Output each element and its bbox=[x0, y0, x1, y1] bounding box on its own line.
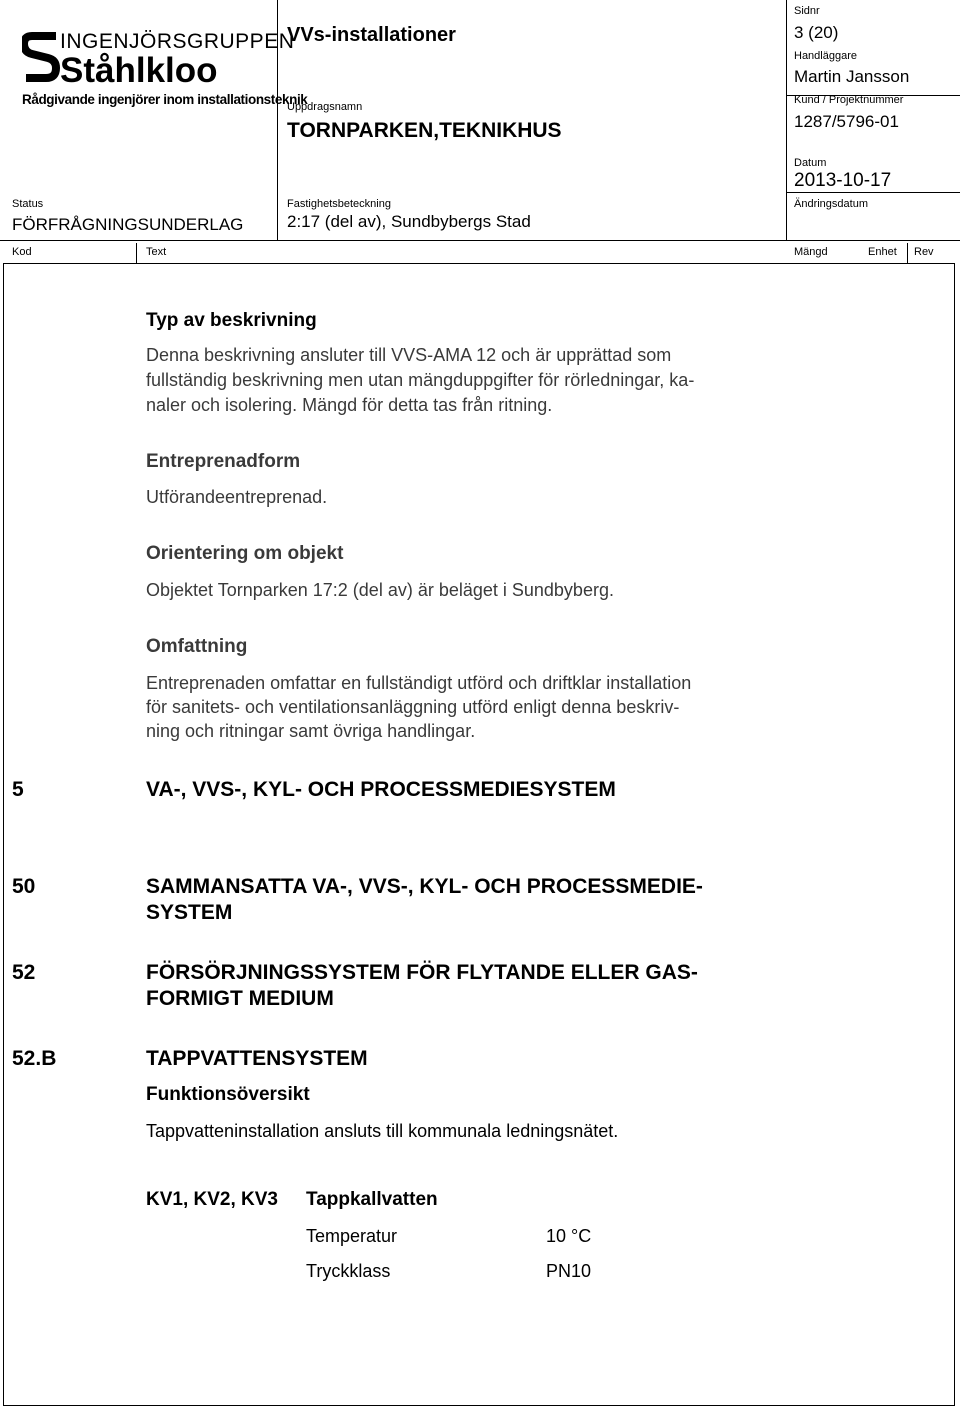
orientering-heading: Orientering om objekt bbox=[146, 543, 344, 564]
body-frame bbox=[3, 263, 955, 1406]
col-enhet: Enhet bbox=[868, 246, 897, 258]
col-divider-kod bbox=[136, 243, 137, 263]
logo-tagline: Rådgivande ingenjörer inom installationsteknik bbox=[22, 92, 308, 107]
omfattning-heading: Omfattning bbox=[146, 636, 248, 657]
typ-line-3: naler och isolering. Mängd för detta tas från ritning. bbox=[146, 395, 553, 415]
datum-value: 2013-10-17 bbox=[794, 170, 892, 191]
property-tryckklass-value: PN10 bbox=[546, 1261, 592, 1281]
status-value: FÖRFRÅGNINGSUNDERLAG bbox=[12, 215, 244, 234]
kund-label: Kund / Projektnummer bbox=[794, 94, 904, 106]
typ-line-1: Denna beskrivning ansluter till VVS-AMA 12 och är upprättad som bbox=[146, 345, 672, 365]
handlaggare-value: Martin Jansson bbox=[794, 67, 910, 86]
section-5-code: 5 bbox=[12, 778, 24, 801]
status-label: Status bbox=[12, 198, 44, 210]
typ-heading: Typ av beskrivning bbox=[146, 310, 317, 331]
handlaggare-label: Handläggare bbox=[794, 50, 857, 62]
kund-value: 1287/5796-01 bbox=[794, 112, 899, 131]
entreprenadform-heading: Entreprenadform bbox=[146, 451, 301, 472]
col-kod: Kod bbox=[12, 246, 32, 258]
col-text: Text bbox=[146, 246, 167, 258]
property-temperatur-label: Temperatur bbox=[306, 1226, 398, 1246]
section-50-title-1: SAMMANSATTA VA-, VVS-, KYL- OCH PROCESSMEDIE- bbox=[146, 875, 703, 898]
section-52b-title: TAPPVATTENSYSTEM bbox=[146, 1047, 368, 1070]
omfattning-line-3: ning och ritningar samt övriga handlingar. bbox=[146, 721, 476, 741]
omfattning-line-2: för sanitets- och ventilationsanläggning utförd enligt denna beskriv- bbox=[146, 697, 680, 717]
property-tryckklass-label: Tryckklass bbox=[306, 1261, 391, 1281]
logo-line-2: Ståhlkloo bbox=[60, 51, 218, 90]
section-50-title-2: SYSTEM bbox=[146, 901, 233, 924]
col-mangd: Mängd bbox=[794, 246, 828, 258]
system-codes: KV1, KV2, KV3 bbox=[146, 1189, 278, 1210]
uppdragsnamn-label: Uppdragsnamn bbox=[287, 101, 363, 113]
uppdragsnamn-value: TORNPARKEN,TEKNIKHUS bbox=[287, 119, 562, 142]
system-name: Tappkallvatten bbox=[306, 1189, 438, 1210]
fastighet-label: Fastighetsbeteckning bbox=[287, 198, 391, 210]
sidnr-label: Sidnr bbox=[794, 5, 820, 17]
header-bottom-rule bbox=[0, 240, 960, 241]
section-50-code: 50 bbox=[12, 875, 36, 898]
col-divider-rev bbox=[907, 243, 908, 263]
sidnr-value: 3 (20) bbox=[794, 23, 839, 42]
omfattning-line-1: Entreprenaden omfattar en fullständigt utförd och driftklar installation bbox=[146, 673, 692, 693]
header-divider-right bbox=[786, 0, 787, 240]
section-52-title-2: FORMIGT MEDIUM bbox=[146, 987, 334, 1010]
section-5-title: VA-, VVS-, KYL- OCH PROCESSMEDIESYSTEM bbox=[146, 778, 616, 801]
col-rev: Rev bbox=[914, 246, 934, 258]
andringsdatum-label: Ändringsdatum bbox=[794, 198, 868, 210]
entreprenadform-text: Utförandeentreprenad. bbox=[146, 487, 328, 507]
funktion-text: Tappvatteninstallation ansluts till kommunala ledningsnätet. bbox=[146, 1121, 619, 1141]
datum-label: Datum bbox=[794, 157, 827, 169]
section-52-title-1: FÖRSÖRJNINGSSYSTEM FÖR FLYTANDE ELLER GAS- bbox=[146, 961, 698, 984]
logo-s-mark-icon bbox=[22, 30, 60, 86]
document-title: VVs-installationer bbox=[287, 24, 456, 46]
section-52-code: 52 bbox=[12, 961, 36, 984]
typ-line-2: fullständig beskrivning men utan mängduppgifter för rörledningar, ka- bbox=[146, 370, 695, 390]
orientering-text: Objektet Tornparken 17:2 (del av) är beläget i Sundbyberg. bbox=[146, 580, 614, 600]
logo-line-1: INGENJÖRSGRUPPEN bbox=[60, 30, 295, 53]
property-temperatur-value: 10 °C bbox=[546, 1226, 592, 1246]
header-rule-2 bbox=[786, 192, 960, 193]
section-52b-code: 52.B bbox=[12, 1047, 57, 1070]
fastighet-value: 2:17 (del av), Sundbybergs Stad bbox=[287, 212, 531, 231]
funktion-heading: Funktionsöversikt bbox=[146, 1084, 310, 1105]
